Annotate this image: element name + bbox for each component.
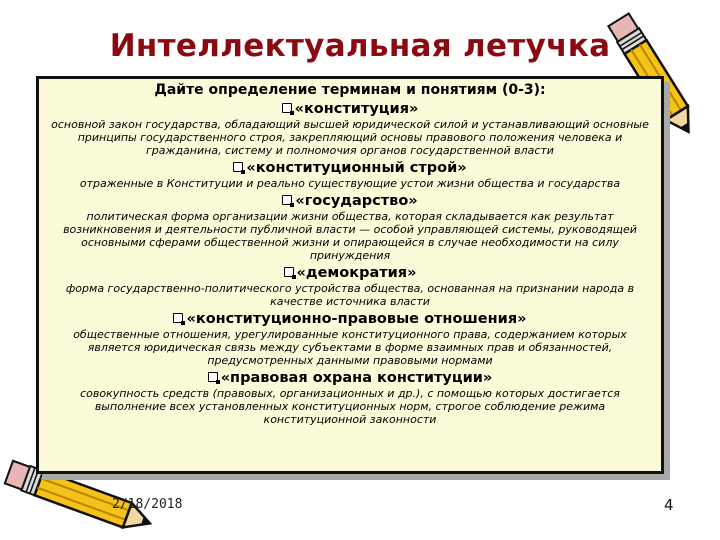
term-definition: политическая форма организации жизни общества, которая складывается как результат возникновения и деятельности публичной власти — особой управляющей системы, руководящей основными сферами общественной жизни и опирающейся в случае необходимости на силу принуждения [63,210,637,262]
term-heading [49,264,651,282]
slide-subtitle: Дайте определение терминам и понятиям (0-3): [154,82,546,98]
term-heading [49,369,651,387]
term-label: «государство» [295,193,418,209]
square-bullet-icon [284,267,294,277]
term-heading [49,310,651,328]
slide-title: Интеллектуальная летучка [109,28,611,64]
term-label: «конституционно-правовые отношения» [186,311,527,327]
square-bullet-icon [208,372,218,382]
term-heading [49,192,651,210]
term-label: «демократия» [296,265,417,281]
term-definition: совокупность средств (правовых, организационных и др.), с помощью которых достигается выполнение всех установленных конституционных норм, строгое соблюдение режима конституционной законности [80,387,620,426]
page-number: 4 [664,496,674,514]
square-bullet-icon [233,162,243,172]
content-panel [36,76,664,474]
term-definition: общественные отношения, урегулированные конституционного права, содержанием которых является юридическая связь между субъектами в форме взаимных прав и обязанностей, предусмотренных данными правовыми нормами [73,328,627,367]
term-heading [49,159,651,177]
term-label: «правовая охрана конституции» [220,370,493,386]
term-label: «конституционный строй» [246,160,467,176]
square-bullet-icon [282,195,292,205]
term-definition: отраженные в Конституции и реально существующие устои жизни общества и государства [79,177,621,190]
term-definition: форма государственно-политического устройства общества, основанная на признании народа в качестве источника власти [65,282,635,308]
term-heading [49,100,651,118]
square-bullet-icon [282,103,292,113]
term-definition: основной закон государства, обладающий высшей юридической силой и устанавливающий основные принципы государственного строя, закрепляющий основы правового положения человека и гражданина, систему и полномочия органов государственной власти [51,118,649,157]
square-bullet-icon [173,313,183,323]
footer-date: 2/18/2018 [112,497,183,512]
term-label: «конституция» [294,101,419,117]
